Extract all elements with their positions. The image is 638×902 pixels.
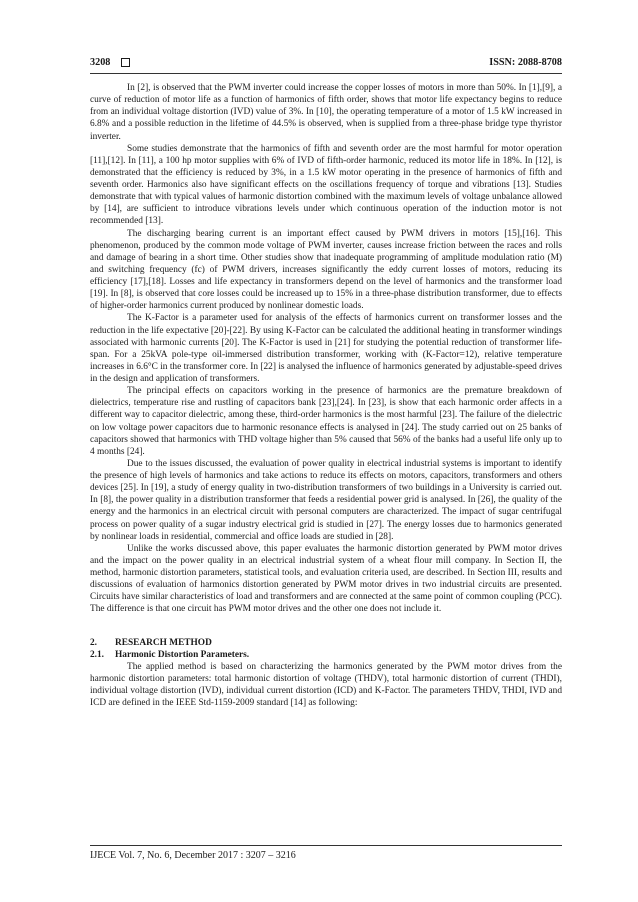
section-spacer bbox=[90, 616, 562, 637]
checkbox-glyph-icon bbox=[121, 58, 130, 67]
section-number: 2. bbox=[90, 637, 98, 648]
method-paragraph: The applied method is based on characterizing the harmonics generated by the PWM motor drives from the harmonic distortion parameters: total harmonic distortion of voltage (THDV), total harmonic distortion of current (THDI), individual voltage distortion (IVD), individual current distortion (ICD) and K-Factor. The parameters THDV, THDI, IVD and ICD are defined in the IEEE Std-1159-2009 standard [14] as following: bbox=[90, 661, 562, 709]
subsection-number: 2.1. bbox=[90, 649, 105, 660]
article-body bbox=[90, 82, 562, 709]
subsection-heading bbox=[90, 649, 562, 661]
body-paragraph: Due to the issues discussed, the evaluation of power quality in electrical industrial systems is important to identify the presence of high levels of harmonics and take actions to reduce its effects on motors, capacitors, transformers and others devices [25]. In [19], a study of energy quality in two-distribution transformers of two buildings in a University is carried out. In [8], the power quality in a distribution transformer that feeds a residential power grid is analysed. In [26], the quality of the energy and the harmonics in an electrical circuit with personal computers are characterized. The impact of sugar centrifugal process on power quality of a sugar industry electrical grid is studied in [27]. The energy losses due to harmonics generated by nonlinear loads in residential, commercial and office loads are studied in [28]. bbox=[90, 458, 562, 542]
issn-label: ISSN: 2088-8708 bbox=[489, 57, 562, 68]
page-header bbox=[90, 57, 562, 73]
page-number: 3208 bbox=[90, 57, 111, 68]
body-paragraph: Unlike the works discussed above, this paper evaluates the harmonic distortion generated by PWM motor drives and the impact on the power quality in an electrical industrial system of a wheat flour mill company. In Section II, the method, harmonic distortion parameters, statistical tools, and evaluation criteria used, are described. In Section III, results and discussions of evaluation of harmonics distortion generated by PWM motor drives in two industrial circuits are presented. Circuits have similar characteristics of load and transformers and are connected at the same point of common coupling (PCC). The difference is that one circuit has PWM motor drives and the other one does not include it. bbox=[90, 543, 562, 615]
body-paragraph: In [2], is observed that the PWM inverter could increase the copper losses of motors in more than 50%. In [1],[9], a curve of reduction of motor life as a function of harmonics of fifth order, shows that motor life expectancy begins to reduce from an individual voltage distortion (IVD) value of 3%. In [10], the operating temperature of a motor of 1.5 kW increased in 6.8% and a possible reduction in the lifetime of 44.5% is observed, when is supplied from a three-phase bridge type thyristor inverter. bbox=[90, 83, 562, 142]
body-paragraph: The discharging bearing current is an important effect caused by PWM drivers in motors [15],[16]. This phenomenon, produced by the common mode voltage of PWM inverter, causes increase friction between the races and rolls and damage of bearing in a short time. Other studies show that inadequate programming of amplitude modulation ratio (M) and switching frequency (fc) of PWM drivers, increases significantly the eddy current losses of motors, reducing its efficiency [17],[18]. Losses and life expectancy in transformers depend on the level of harmonics and the transformer load [19]. In [8], is observed that core losses could be increased up to 15% in a three-phase distribution transformer, due to effects of higher-order harmonics current produced by nonlinear domestic loads. bbox=[90, 228, 562, 312]
section-title: RESEARCH METHOD bbox=[115, 637, 212, 648]
section-heading bbox=[90, 637, 562, 649]
body-paragraph: Some studies demonstrate that the harmonics of fifth and seventh order are the most harmful for motor operation [11],[12]. In [11], a 100 hp motor supplies with 6% of IVD of fifth-order harmonic, reduced its motor life in 18%. In [12], is demonstrated that the efficiency is reduced by 3%, in a 1.5 kW motor operating in the presence of harmonics of fifth and seventh order. Harmonics also have significant effects on the oscillations frequency of torque and vibrations [13]. Studies demonstrate that with typical values of harmonic distortion combined with the maximum levels of voltage unbalance allowed by [14], are sufficient to introduce vibrations levels under which continuous operation of the induction motor is not recommended [13]. bbox=[90, 143, 562, 227]
subsection-title: Harmonic Distortion Parameters. bbox=[115, 649, 250, 660]
body-paragraph: The K-Factor is a parameter used for analysis of the effects of harmonics current on transformer losses and the reduction in the life expectative [20]-[22]. By using K-Factor can be calculated the additional heating in transformer windings associated with harmonic currents [20]. The K-Factor is used in [21] for studying the potential reduction of transformer life-span. For a 25kVA pole-type oil-immersed distribution transformer, working with (K-Factor=12), relative temperature increases in 6.6°C in the transformer core. In [22] is analysed the influence of harmonics generated by adjustable-speed drives in the design and application of transformers. bbox=[90, 313, 562, 384]
header-divider bbox=[90, 73, 562, 74]
footer-citation: IJECE Vol. 7, No. 6, December 2017 : 3207 – 3216 bbox=[90, 850, 296, 861]
footer-divider bbox=[90, 845, 562, 846]
body-paragraph: The principal effects on capacitors working in the presence of harmonics are the premature breakdown of dielectrics, temperature rise and rustling of capacitors bank [23],[24]. In [23], is show that each harmonic order affects in a different way to capacitor dielectric, among these, third-order harmonics is the most harmful [23]. The failure of the dielectric on low voltage power capacitors due to harmonic resonance effects is analysed in [24]. The study carried out on 25 banks of capacitors showed that harmonics with THD voltage higher than 5% caused that 56% of the banks had a useful life only up to 4 months [24]. bbox=[90, 386, 562, 457]
